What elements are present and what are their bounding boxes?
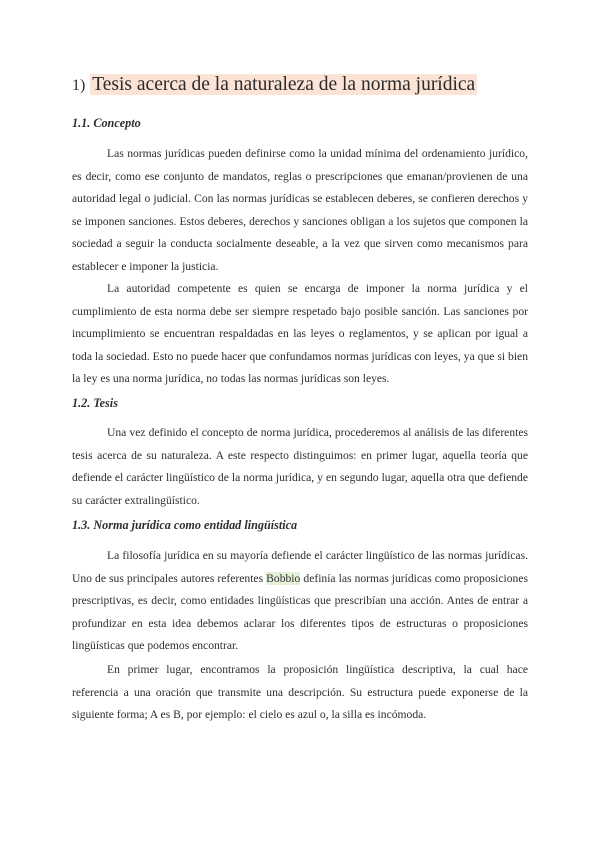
page-title: [72, 70, 532, 101]
paragraph-entidad-1-start: La filosofía jurídica en su mayoría defiende el carácter lingüístico de las normas jurídicas. Uno de sus principales autores referentes: [72, 549, 528, 585]
paragraph-concepto-2: La autoridad competente es quien se encarga de imponer la norma jurídica y el cumplimiento de esta norma debe ser siempre respetado bajo posible sanción. Las sanciones por incumplimiento se encuentran respaldadas en las leyes o reglamentos, y se aplican por igual a toda la sociedad. Esto no puede hacer que confundamos normas jurídicas con leyes, ya que si bien la ley es una norma jurídica, no todas las normas jurídicas son leyes.: [72, 282, 528, 386]
paragraph-tesis-1: Una vez definido el concepto de norma jurídica, procederemos al análisis de las diferentes tesis acerca de su naturaleza. A este respecto distinguimos: en primer lugar, aquella teoría que defiende el carácter lingüístico de la norma jurídica, y en segundo lugar, aquella otra que defiende su carácter extralingüístico.: [72, 426, 528, 507]
paragraph-entidad-1-end: definía las normas jurídicas como proposiciones prescriptivas, es decir, como entidades lingüísticas que prescribían una acción. Antes de entrar a profundizar en esta idea debemos aclarar los diferentes tipos de estructuras o proposiciones lingüísticas que podemos encontrar.: [72, 571, 528, 653]
paragraph-concepto-1: Las normas jurídicas pueden definirse como la unidad mínima del ordenamiento jurídico, es decir, como ese conjunto de mandatos, reglas o prescripciones que emanan/provienen de una autoridad legal o judicial. Con las normas jurídicas se establecen deberes, se confieren derechos y se imponen sanciones. Estos deberes, derechos y sanciones obligan a los sujetos que componen la sociedad a seguir la conducta socialmente deseable, a la vez que sirven como mecanismos para establecer e imponer la justicia.: [72, 147, 528, 273]
highlight-bobbio: Bobbio: [266, 571, 301, 585]
title-text: Tesis acerca de la naturaleza de la norma jurídica: [92, 74, 476, 95]
section-heading-concepto: 1.1. Concepto: [72, 116, 141, 130]
title-number: 1): [72, 77, 86, 94]
paragraph-entidad-1: [72, 545, 528, 658]
section-heading-tesis: 1.2. Tesis: [72, 396, 118, 410]
section-heading-entidad-linguistica: 1.3. Norma jurídica como entidad lingüística: [72, 518, 298, 532]
paragraph-entidad-2: En primer lugar, encontramos la proposición lingüística descriptiva, la cual hace referencia a una oración que transmite una descripción. Su estructura puede exponerse de la siguiente forma; A es B, por ejemplo: el cielo es azul o, la silla es incómoda.: [72, 663, 528, 722]
